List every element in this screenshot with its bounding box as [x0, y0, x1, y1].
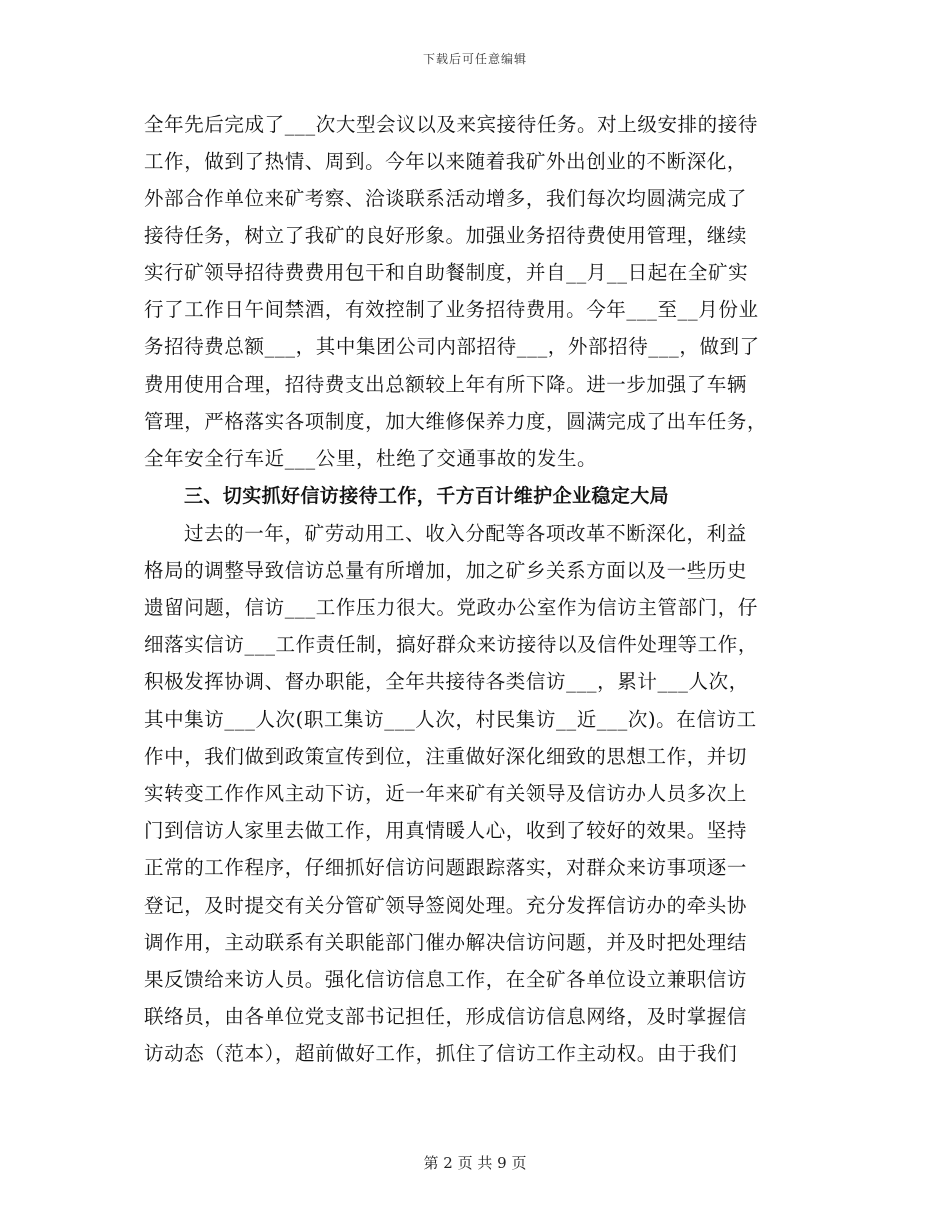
- body-line: 门到信访人家里去做工作，用真情暖人心，收到了较好的效果。坚持: [144, 819, 748, 842]
- section-heading: 三、切实抓好信访接待工作，千方百计维护企业稳定大局: [184, 485, 670, 507]
- body-line: 登记，及时提交有关分管矿领导签阅处理。充分发挥信访办的牵头协: [144, 894, 748, 917]
- body-line: 外部合作单位来矿考察、洽谈联系活动增多，我们每次均圆满完成了: [144, 187, 748, 210]
- body-line: 积极发挥协调、督办职能，全年共接待各类信访___，累计___人次，: [144, 670, 749, 693]
- page-footer: 第 2 页 共 9 页: [423, 1154, 527, 1172]
- body-line: 作中，我们做到政策宣传到位，注重做好深化细致的思想工作，并切: [144, 745, 748, 768]
- body-line: 工作，做到了热情、周到。今年以来随着我矿外出创业的不断深化，: [144, 150, 748, 173]
- body-line: 访动态（范本），超前做好工作，抓住了信访工作主动权。由于我们: [144, 1042, 738, 1065]
- body-line: 实转变工作作风主动下访，近一年来矿有关领导及信访办人员多次上: [144, 782, 748, 805]
- body-line: 联络员，由各单位党支部书记担任，形成信访信息网络，及时掌握信: [144, 1005, 748, 1028]
- body-line: 接待任务，树立了我矿的良好形象。加强业务招待费使用管理，继续: [144, 224, 748, 247]
- body-line: 务招待费总额___，其中集团公司内部招待___，外部招待___，做到了: [144, 335, 760, 358]
- body-line: 遗留问题，信访___工作压力很大。党政办公室作为信访主管部门，仔: [144, 596, 758, 619]
- body-line: 细落实信访___工作责任制，搞好群众来访接待以及信件处理等工作，: [144, 633, 758, 656]
- body-line: 正常的工作程序，仔细抓好信访问题跟踪落实，对群众来访事项逐一: [144, 856, 748, 879]
- body-line: 过去的一年，矿劳动用工、收入分配等各项改革不断深化，利益: [184, 522, 747, 545]
- body-line: 管理，严格落实各项制度，加大维修保养力度，圆满完成了出车任务，: [144, 410, 768, 433]
- body-line: 全年安全行车近___公里，杜绝了交通事故的发生。: [144, 447, 598, 470]
- body-line: 全年先后完成了___次大型会议以及来宾接待任务。对上级安排的接待: [144, 113, 758, 136]
- page-header: 下载后可任意编辑: [422, 52, 527, 66]
- body-line: 格局的调整导致信访总量有所增加，加之矿乡关系方面以及一些历史: [144, 559, 748, 582]
- body-line: 费用使用合理，招待费支出总额较上年有所下降。进一步加强了车辆: [144, 373, 748, 396]
- body-line: 实行矿领导招待费费用包干和自助餐制度，并自__月__日起在全矿实: [144, 261, 749, 284]
- body-line: 行了工作日午间禁酒，有效控制了业务招待费用。今年___至__月份业: [144, 298, 759, 321]
- body-line: 其中集访___人次(职工集访___人次，村民集访__近___次)。在信访工: [144, 708, 757, 731]
- body-line: 调作用，主动联系有关职能部门催办解决信访问题，并及时把处理结: [144, 931, 748, 954]
- body-line: 果反馈给来访人员。强化信访信息工作，在全矿各单位设立兼职信访: [144, 968, 748, 991]
